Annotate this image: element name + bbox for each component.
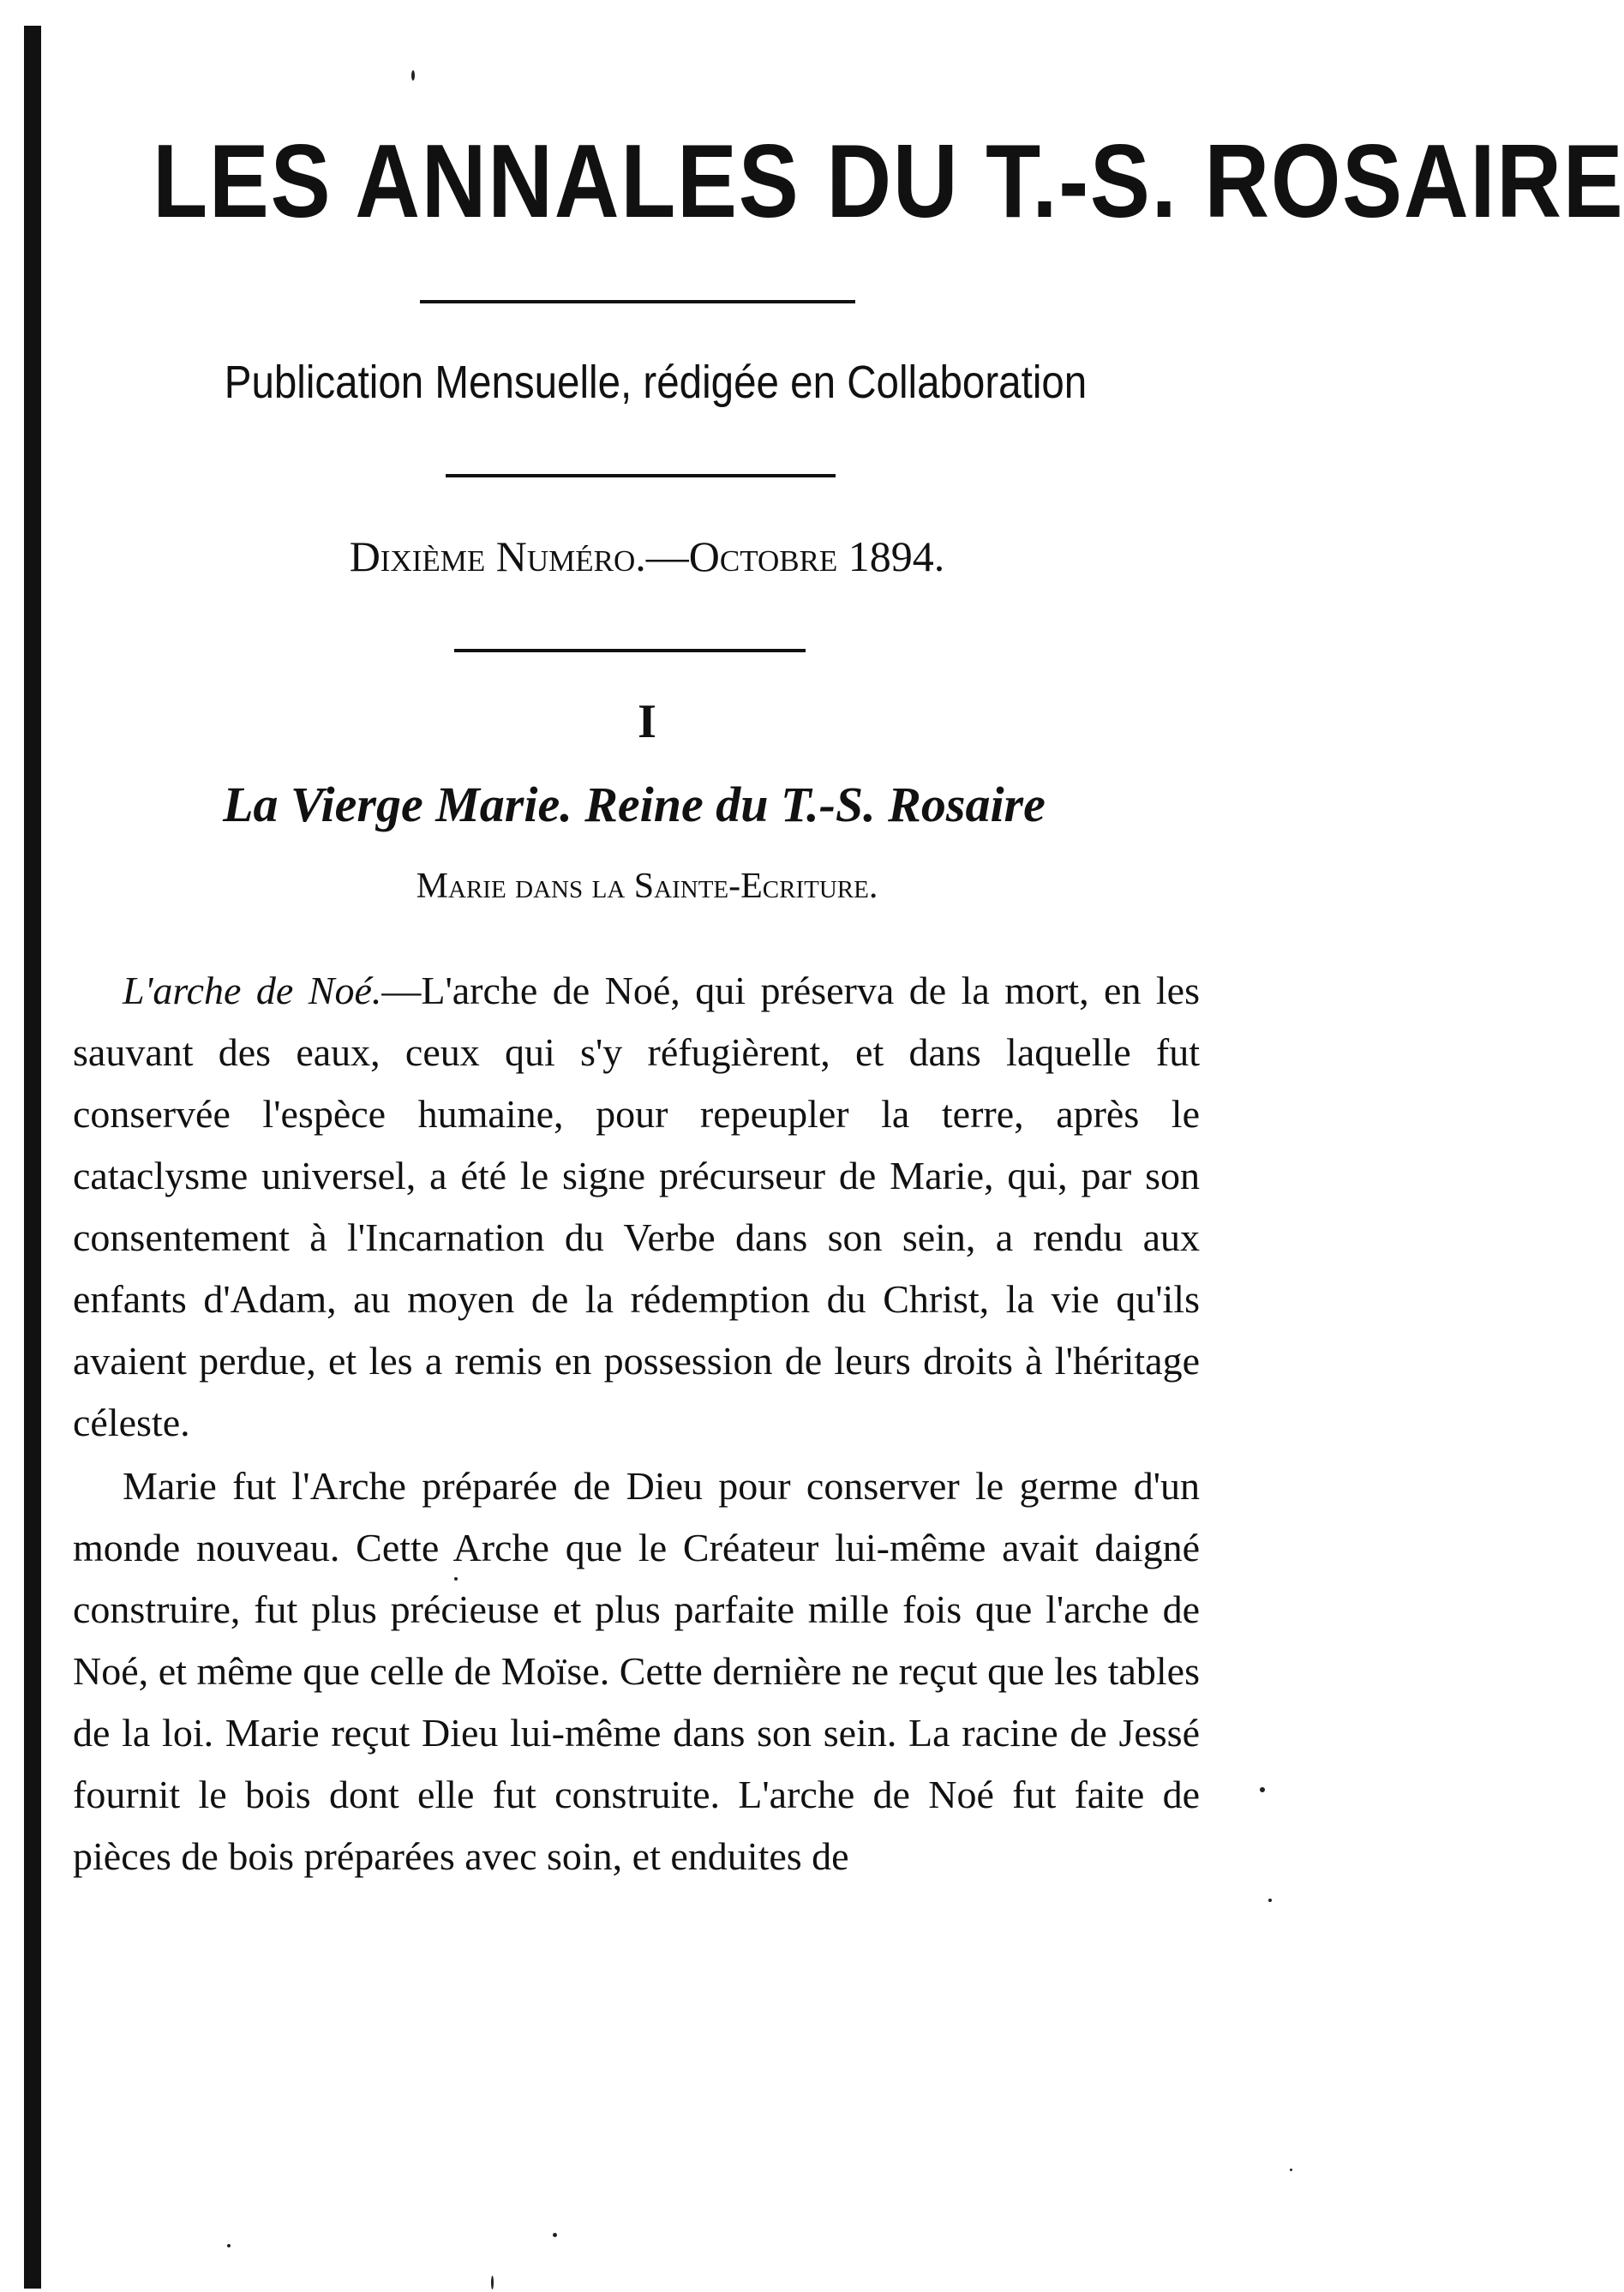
scan-speck: [1268, 1899, 1272, 1902]
paragraph: [73, 960, 1200, 1454]
left-margin-rule: [24, 26, 41, 2289]
scan-speck: [491, 2276, 494, 2289]
scan-speck: [1290, 2169, 1292, 2171]
article-title: La Vierge Marie. Reine du T.-S. Rosaire: [223, 777, 1046, 832]
paragraph-text: Marie fut l'Arche préparée de Dieu pour conserver le germe d'un monde nouveau. Cette Arche que le Créateur lui-même avait daigné construire, fut plus précieuse et plus parfaite mille fois que l'arche de Noé, et même que celle de Moïse. Cette dernière ne reçut que les tables de la loi. Marie reçut Dieu lui-même dans son sein. La racine de Jessé fournit le bois dont elle fut construite. L'arche de Noé fut faite de pièces de bois préparées avec soin, et enduites de: [73, 1464, 1200, 1878]
paragraph: [73, 1455, 1200, 1887]
scan-speck: [553, 2233, 557, 2237]
article-body: [73, 960, 1200, 1889]
masthead-title: LES ANNALES DU T.-S. ROSAIRE: [153, 123, 1624, 239]
divider-rule: [420, 300, 855, 303]
divider-rule: [446, 474, 836, 477]
publication-subtitle: Publication Mensuelle, rédigée en Collaboration: [224, 357, 1088, 408]
section-number: I: [638, 695, 656, 748]
scan-speck: [411, 70, 415, 81]
scan-speck: [454, 1577, 458, 1581]
paragraph-text: —L'arche de Noé, qui préserva de la mort, en les sauvant des eaux, ceux qui s'y réfugièrent, et dans laquelle fut conservée l'espèce humaine, pour repeupler la terre, après le cataclysme universel, a été le signe précurseur de Marie, qui, par son consentement à l'Incarnation du Verbe dans son sein, a rendu aux enfants d'Adam, au moyen de la rédemption du Christ, la vie qu'ils avaient perdue, et les a remis en possession de leurs droits à l'héritage céleste.: [73, 969, 1201, 1444]
section-heading: Marie dans la Sainte-Ecriture.: [416, 867, 878, 906]
scan-speck: [227, 2244, 231, 2247]
scan-speck: [1260, 1787, 1265, 1792]
paragraph-lead: L'arche de Noé.: [123, 969, 382, 1012]
divider-rule: [454, 649, 806, 652]
issue-line: Dixième Numéro.—Octobre 1894.: [349, 532, 945, 580]
